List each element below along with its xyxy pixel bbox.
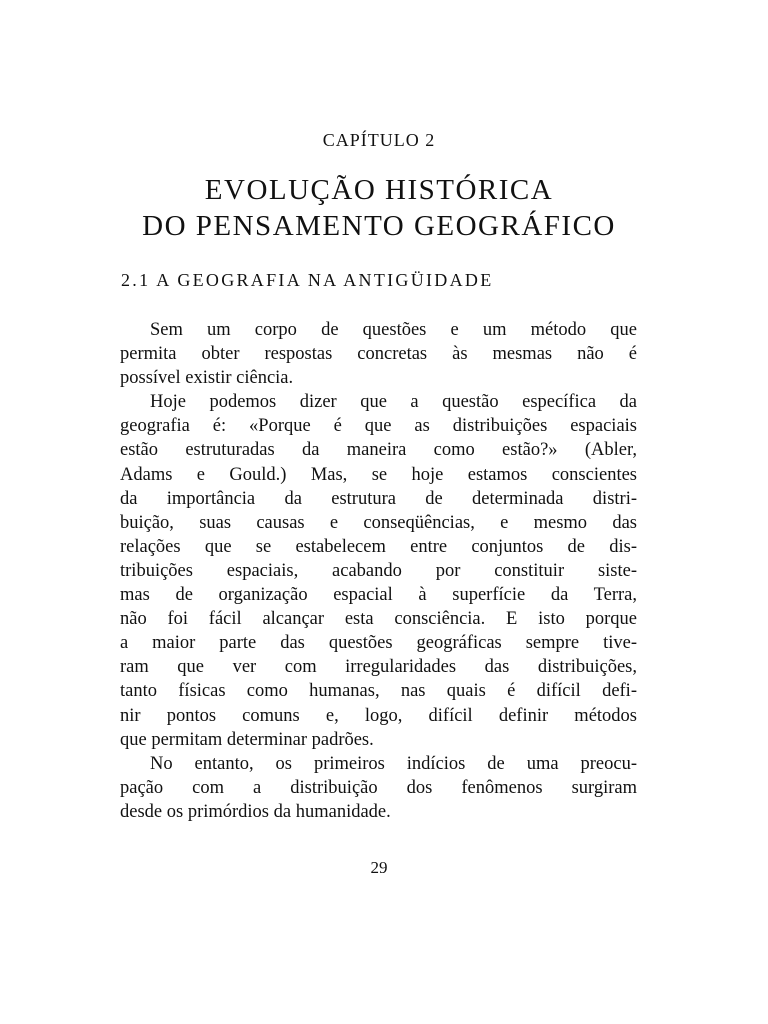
text-line: No entanto, os primeiros indícios de uma preocu-: [150, 753, 637, 774]
paragraph-3: [120, 752, 637, 824]
text-line: pação com a distribuição dos fenômenos surgiram: [120, 777, 637, 798]
text-line: possível existir ciência.: [120, 368, 294, 389]
text-line: tribuições espaciais, acabando por constituir siste-: [120, 560, 637, 581]
section-heading: 2.1 A GEOGRAFIA NA ANTIGÜIDADE: [121, 270, 494, 290]
text-line: tanto físicas como humanas, nas quais é difícil defi-: [120, 681, 637, 702]
chapter-title: [0, 172, 758, 244]
text-line: mas de organização espacial à superfície da Terra,: [120, 585, 637, 606]
text-line: Hoje podemos dizer que a questão específica da: [150, 392, 637, 413]
chapter-title-line-2: DO PENSAMENTO GEOGRÁFICO: [142, 210, 616, 242]
text-line: Adams e Gould.) Mas, se hoje estamos conscientes: [120, 464, 637, 485]
text-line: estão estruturadas da maneira como estão?» (Abler,: [120, 440, 637, 461]
text-line: não foi fácil alcançar esta consciência. E isto porque: [120, 609, 637, 630]
text-line: ram que ver com irregularidades das distribuições,: [120, 657, 637, 678]
chapter-title-line-1: EVOLUÇÃO HISTÓRICA: [204, 174, 554, 206]
text-line: geografia é: «Porque é que as distribuições espaciais: [120, 416, 637, 437]
chapter-label: CAPÍTULO 2: [322, 130, 436, 150]
paragraph-2: [120, 390, 637, 751]
page-number: 29: [370, 858, 388, 877]
text-line: a maior parte das questões geográficas sempre tive-: [120, 633, 637, 654]
text-line: permita obter respostas concretas às mesmas não é: [120, 344, 637, 365]
text-line: Sem um corpo de questões e um método que: [150, 320, 637, 340]
text-line: relações que se estabelecem entre conjuntos de dis-: [120, 536, 637, 557]
text-line: que permitam determinar padrões.: [120, 729, 374, 750]
paragraph-1: [120, 318, 637, 390]
body-text: [120, 318, 637, 824]
text-line: nir pontos comuns e, logo, difícil definir métodos: [120, 705, 637, 726]
text-line: buição, suas causas e conseqüências, e mesmo das: [120, 512, 637, 533]
text-line: desde os primórdios da humanidade.: [120, 801, 391, 822]
text-line: da importância da estrutura de determinada distri-: [120, 488, 637, 509]
